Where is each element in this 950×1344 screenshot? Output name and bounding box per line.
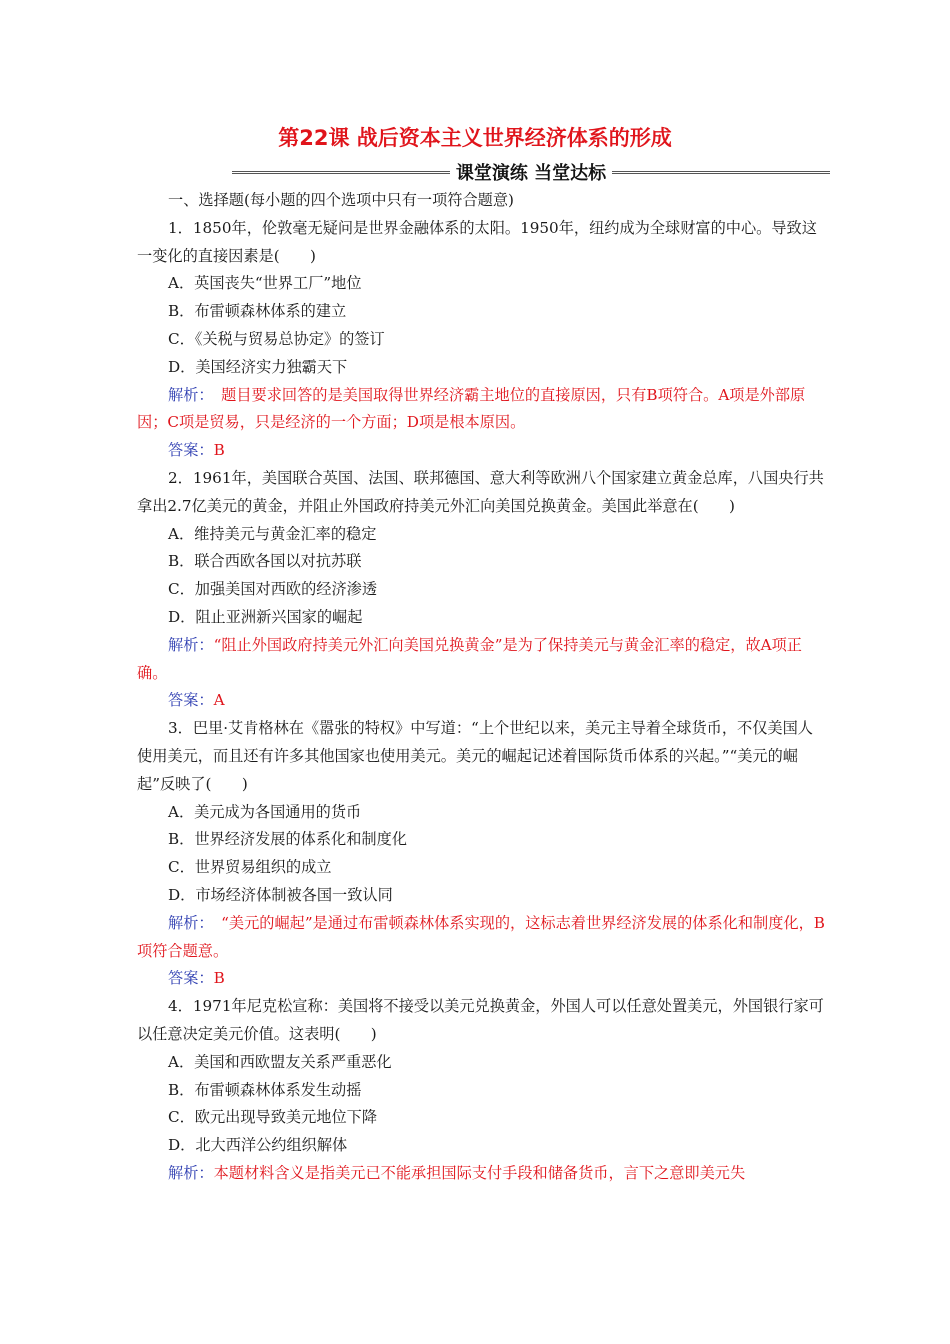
question-stem: 3．巴里·艾肯格林在《嚣张的特权》中写道：“上个世纪以来，美元主导着全球货币，不仅美国人使用美元，而且还有许多其他国家也使用美元。美元的崛起记述着国际货币体系的兴起。”“美元的崛起”反映了( ) xyxy=(137,719,813,793)
analysis-text: “阻止外国政府持美元外汇向美国兑换黄金”是为了保持美元与黄金汇率的稳定，故A项正确。 xyxy=(137,635,802,682)
answer-label: 答案： xyxy=(168,441,214,460)
analysis xyxy=(137,382,827,438)
option: B．世界经济发展的体系化和制度化 xyxy=(168,830,407,849)
question-stem: 4．1971年尼克松宣称：美国将不接受以美元兑换黄金，外国人可以任意处置美元，外国银行家可以任意决定美元价值。这表明( ) xyxy=(137,997,824,1043)
analysis-label: 解析： xyxy=(168,1163,214,1182)
option: B．布雷顿森林体系的建立 xyxy=(168,302,347,321)
option: C．欧元出现导致美元地位下降 xyxy=(168,1108,378,1127)
section-heading: 一、选择题(每小题的四个选项中只有一项符合题意) xyxy=(168,191,514,209)
option: D．美国经济实力独霸天下 xyxy=(168,357,348,376)
option: A．美元成为各国通用的货币 xyxy=(168,802,362,821)
banner-text: 课堂演练 当堂达标 xyxy=(455,163,607,184)
answer xyxy=(137,437,827,465)
answer-label: 答案： xyxy=(168,691,214,710)
answer-value: B xyxy=(213,969,225,988)
question-stem: 1．1850年，伦敦毫无疑问是世界金融体系的太阳。1950年，纽约成为全球财富的中心。导致这一变化的直接因素是( ) xyxy=(137,218,817,265)
lesson-title: 第22课 战后资本主义世界经济体系的形成 xyxy=(278,126,672,150)
option: D．阻止亚洲新兴国家的崛起 xyxy=(168,607,363,626)
option: A．维持美元与黄金汇率的稳定 xyxy=(168,524,377,543)
analysis-label: 解析： xyxy=(168,385,206,404)
exercise-content xyxy=(137,187,827,1188)
answer-value: B xyxy=(213,441,225,460)
banner-rule-right xyxy=(612,171,830,174)
option: D．北大西洋公约组织解体 xyxy=(168,1136,348,1155)
analysis-text: 题目要求回答的是美国取得世界经济霸主地位的直接原因，只有B项符合。A项是外部原因；C项是贸易，只是经济的一个方面；D项是根本原因。 xyxy=(137,385,806,432)
banner-rule-left xyxy=(232,171,450,174)
question-stem: 2．1961年，美国联合英国、法国、联邦德国、意大利等欧洲八个国家建立黄金总库，八国央行共拿出2.7亿美元的黄金，并阻止外国政府持美元外汇向美国兑换黄金。美国此举意在( ) xyxy=(137,468,824,515)
analysis xyxy=(137,910,827,966)
answer xyxy=(137,687,827,715)
option: A．英国丧失“世界工厂”地位 xyxy=(168,274,362,293)
option: C．加强美国对西欧的经济渗透 xyxy=(168,580,378,599)
analysis-label: 解析： xyxy=(168,913,206,932)
option: A．美国和西欧盟友关系严重恶化 xyxy=(168,1052,392,1071)
analysis-text: 本题材料含义是指美元已不能承担国际支付手段和储备货币，言下之意即美元失 xyxy=(213,1163,746,1182)
answer-value: A xyxy=(213,691,225,710)
option: D．市场经济体制被各国一致认同 xyxy=(168,885,393,904)
option: B．布雷顿森林体系发生动摇 xyxy=(168,1080,362,1099)
option: C．世界贸易组织的成立 xyxy=(168,858,332,877)
analysis-label: 解析： xyxy=(168,635,214,654)
answer-label: 答案： xyxy=(168,969,214,988)
option: B．联合西欧各国以对抗苏联 xyxy=(168,552,362,571)
analysis xyxy=(137,632,827,688)
option: C．《关税与贸易总协定》的签订 xyxy=(168,329,385,348)
section-banner xyxy=(232,158,830,186)
analysis xyxy=(137,1160,827,1188)
analysis-text: “美元的崛起”是通过布雷顿森林体系实现的，这标志着世界经济发展的体系化和制度化，B项符合题意。 xyxy=(137,913,825,960)
answer xyxy=(137,965,827,993)
